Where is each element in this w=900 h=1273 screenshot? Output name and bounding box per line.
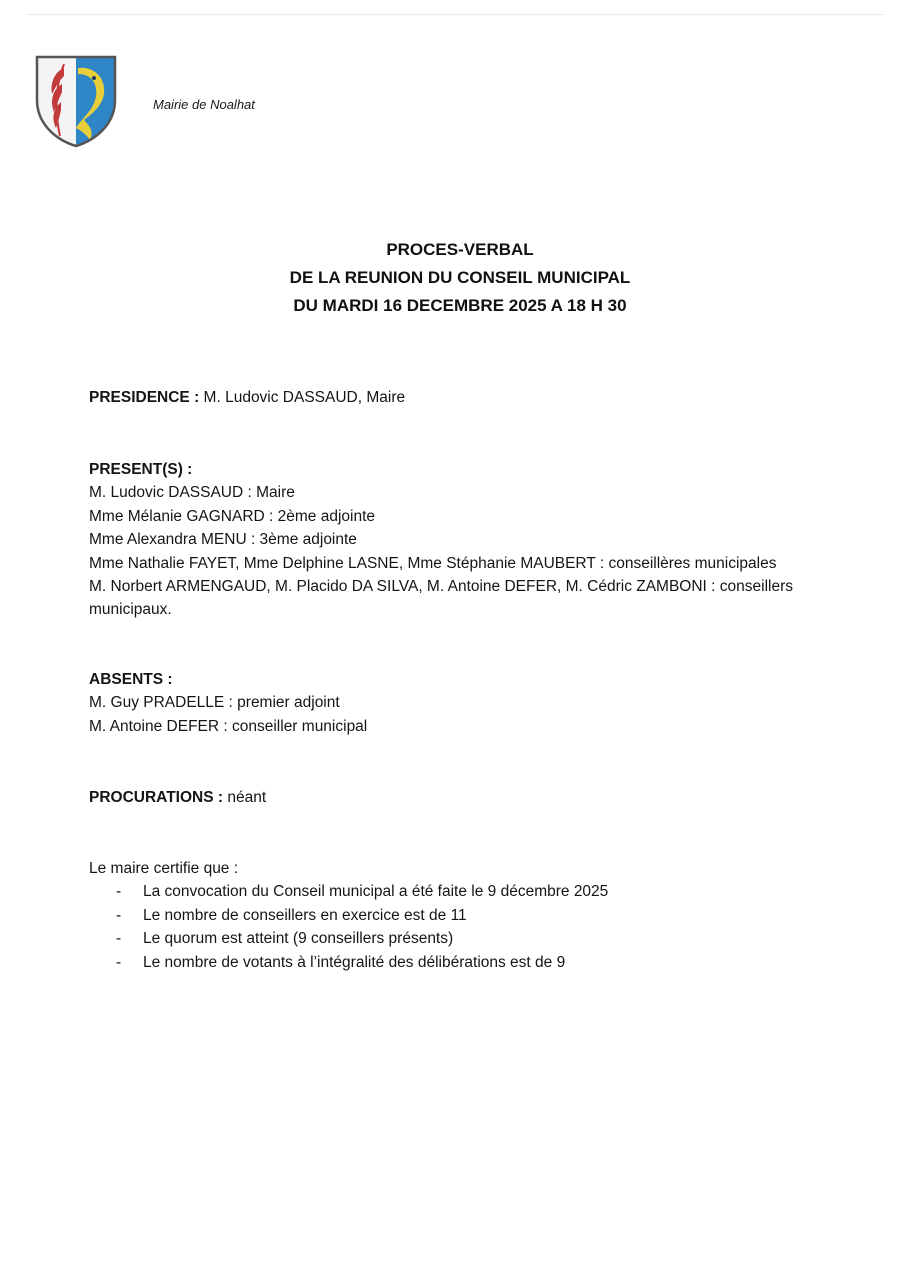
list-item xyxy=(89,904,608,927)
bullet-dash: - xyxy=(116,883,122,901)
present-line: Mme Mélanie GAGNARD : 2ème adjointe xyxy=(89,507,376,525)
procurations-value: néant xyxy=(223,789,267,806)
absent-line: M. Guy PRADELLE : premier adjoint xyxy=(89,694,340,712)
coat-of-arms-logo xyxy=(34,54,118,148)
title-line-3: DU MARDI 16 DECEMBRE 2025 A 18 H 30 xyxy=(293,296,627,315)
scan-edge-line xyxy=(28,14,884,15)
present-line: M. Norbert ARMENGAUD, M. Placido DA SILVA, M. Antoine DEFER, M. Cédric ZAMBONI : conseillers municipaux. xyxy=(89,578,794,619)
crest-fish-eye xyxy=(92,76,96,80)
absents-label: ABSENTS : xyxy=(89,671,173,688)
bullet-dash: - xyxy=(116,906,122,924)
title-line-2: DE LA REUNION DU CONSEIL MUNICIPAL xyxy=(289,268,631,287)
list-item-text: Le nombre de conseillers en exercice est de 11 xyxy=(143,906,467,924)
presidence-section xyxy=(89,386,405,409)
list-item xyxy=(89,880,608,903)
procurations-section xyxy=(89,786,266,809)
document-title xyxy=(0,236,900,320)
presents-section xyxy=(89,458,849,622)
present-line: Mme Alexandra MENU : 3ème adjointe xyxy=(89,531,357,549)
title-line-1: PROCES-VERBAL xyxy=(386,240,534,259)
presidence-value: M. Ludovic DASSAUD, Maire xyxy=(199,389,406,406)
list-item xyxy=(89,951,608,974)
list-item-text: Le quorum est atteint (9 conseillers présents) xyxy=(143,930,454,948)
org-name: Mairie de Noalhat xyxy=(153,97,255,112)
presents-label: PRESENT(S) : xyxy=(89,461,193,478)
list-item-text: La convocation du Conseil municipal a été faite le 9 décembre 2025 xyxy=(143,883,609,901)
bullet-dash: - xyxy=(116,953,122,971)
present-line: M. Ludovic DASSAUD : Maire xyxy=(89,484,295,502)
present-line: Mme Nathalie FAYET, Mme Delphine LASNE, Mme Stéphanie MAUBERT : conseillères municipales xyxy=(89,554,777,572)
certification-list xyxy=(89,880,608,974)
certification-intro: Le maire certifie que : xyxy=(89,860,239,877)
list-item xyxy=(89,927,608,950)
absents-section xyxy=(89,668,367,738)
certification-section xyxy=(89,857,608,974)
absent-line: M. Antoine DEFER : conseiller municipal xyxy=(89,717,368,735)
presidence-label: PRESIDENCE : xyxy=(89,389,200,406)
procurations-label: PROCURATIONS : xyxy=(89,789,224,806)
bullet-dash: - xyxy=(116,930,122,948)
list-item-text: Le nombre de votants à l’intégralité des délibérations est de 9 xyxy=(143,953,566,971)
